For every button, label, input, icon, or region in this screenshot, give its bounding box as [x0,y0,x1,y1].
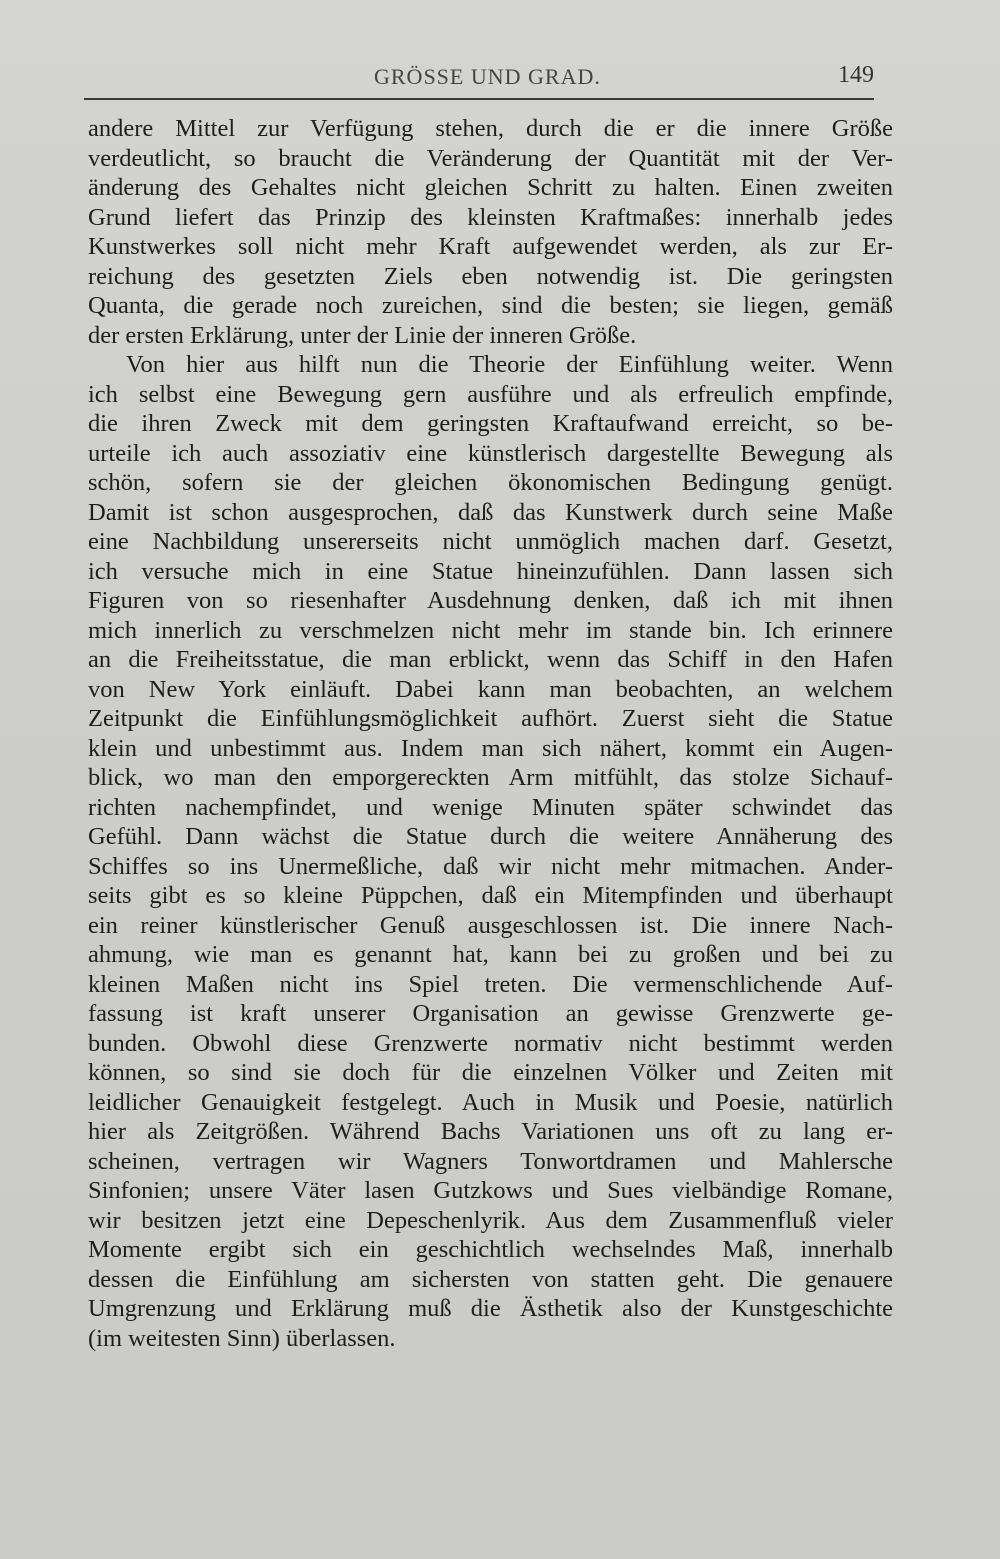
text-line: seits gibt es so kleine Püppchen, daß ein Mitempfinden und überhaupt [88,882,893,909]
text-line: von New York einläuft. Dabei kann man beobachten, an welchem [88,675,893,703]
text-line: schön, sofern sie der gleichen ökonomischen Bedingung genügt. [88,469,893,496]
running-head-title: GRÖSSE UND GRAD. [374,64,601,89]
text-line: richten nachempfindet, und wenige Minuten später schwindet das [88,793,893,821]
text-line: Grund liefert das Prinzip des kleinsten Kraftmaßes: innerhalb jedes [88,203,893,231]
text-line: (im weitesten Sinn) überlassen. [88,1324,396,1352]
text-line: Umgrenzung und Erklärung muß die Ästhetik also der Kunstgeschichte [88,1295,893,1322]
text-line: fassung ist kraft unserer Organisation an gewisse Grenzwerte ge- [88,1000,893,1027]
text-line: verdeutlicht, so braucht die Veränderung der Quantität mit der Ver- [88,144,893,172]
text-line: urteile ich auch assoziativ eine künstlerisch dargestellte Bewegung als [88,439,893,467]
text-line: Schiffes so ins Unermeßliche, daß wir nicht mehr mitmachen. Ander- [88,852,893,880]
text-line: mich innerlich zu verschmelzen nicht mehr im stande bin. Ich erinnere [88,616,893,644]
text-line: ich versuche mich in eine Statue hineinzufühlen. Dann lassen sich [88,557,893,585]
text-line: bunden. Obwohl diese Grenzwerte normativ nicht bestimmt werden [88,1029,893,1057]
text-line: Damit ist schon ausgesprochen, daß das Kunstwerk durch seine Maße [88,498,893,526]
text-line: reichung des gesetzten Ziels eben notwendig ist. Die geringsten [88,262,893,290]
text-line: an die Freiheitsstatue, die man erblickt, wenn das Schiff in den Hafen [88,646,893,673]
text-line: Gefühl. Dann wächst die Statue durch die weitere Annäherung des [88,823,893,850]
text-line: Momente ergibt sich ein geschichtlich wechselndes Maß, innerhalb [88,1236,893,1263]
text-line: der ersten Erklärung, unter der Linie der inneren Größe. [88,321,637,349]
running-head [84,64,874,100]
text-line: Von hier aus hilft nun die Theorie der Einfühlung weiter. Wenn [126,351,893,378]
text-line: ahmung, wie man es genannt hat, kann bei zu großen und bei zu [88,941,893,968]
text-line: Figuren von so riesenhafter Ausdehnung denken, daß ich mit ihnen [88,587,893,614]
text-line: Quanta, die gerade noch zureichen, sind die besten; sie liegen, gemäß [88,292,893,319]
text-line: wir besitzen jetzt eine Depeschenlyrik. Aus dem Zusammenfluß vieler [88,1206,893,1234]
text-line: kleinen Maßen nicht ins Spiel treten. Die vermenschlichende Auf- [88,970,893,998]
text-line: änderung des Gehaltes nicht gleichen Schritt zu halten. Einen zweiten [88,174,893,201]
page-number: 149 [838,62,874,88]
text-line: ich selbst eine Bewegung gern ausführe und als erfreulich empfinde, [88,380,893,408]
body-text [88,114,893,1353]
text-line: die ihren Zweck mit dem geringsten Kraftaufwand erreicht, so be- [88,410,893,437]
text-line: klein und unbestimmt aus. Indem man sich nähert, kommt ein Augen- [88,734,893,762]
text-line: eine Nachbildung unsererseits nicht unmöglich machen darf. Gesetzt, [88,528,893,555]
text-line: können, so sind sie doch für die einzelnen Völker und Zeiten mit [88,1059,893,1086]
text-line: scheinen, vertragen wir Wagners Tonwortdramen und Mahlersche [88,1147,893,1175]
text-line: Sinfonien; unsere Väter lasen Gutzkows und Sues vielbändige Romane, [88,1177,893,1204]
text-line: dessen die Einfühlung am sichersten von statten geht. Die genauere [88,1265,893,1293]
text-line: Kunstwerkes soll nicht mehr Kraft aufgewendet werden, als zur Er- [88,233,893,260]
text-line: Zeitpunkt die Einfühlungsmöglichkeit aufhört. Zuerst sieht die Statue [88,705,893,732]
text-line: ein reiner künstlerischer Genuß ausgeschlossen ist. Die innere Nach- [88,911,893,939]
text-line: blick, wo man den emporgereckten Arm mitfühlt, das stolze Sichauf- [88,764,893,791]
text-line: andere Mittel zur Verfügung stehen, durch die er die innere Größe [88,115,893,142]
text-line: leidlicher Genauigkeit festgelegt. Auch in Musik und Poesie, natürlich [88,1088,893,1116]
text-line: hier als Zeitgrößen. Während Bachs Variationen uns oft zu lang er- [88,1118,893,1145]
